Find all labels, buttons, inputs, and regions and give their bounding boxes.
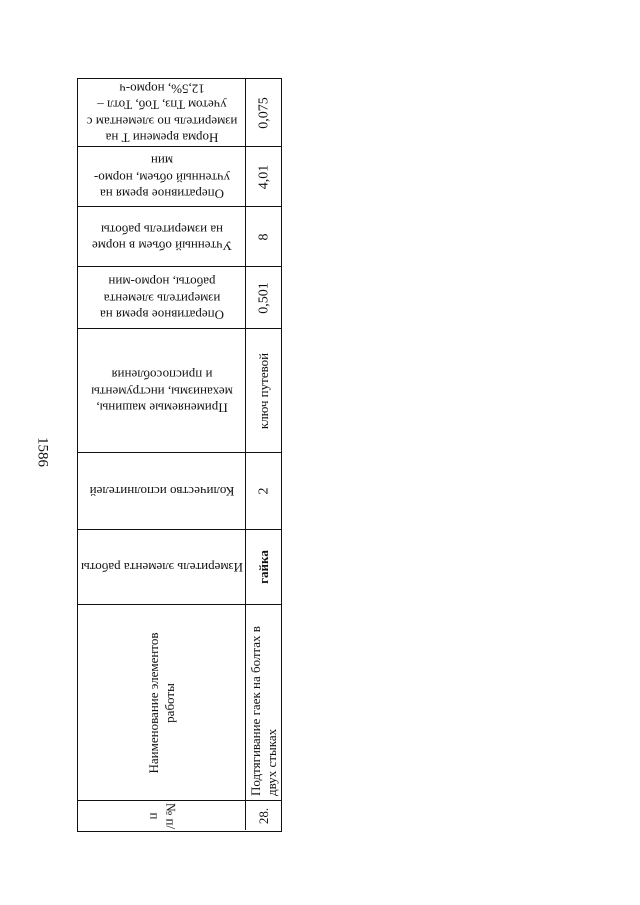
value-label: 4,01 (255, 164, 271, 189)
table-column (78, 146, 281, 206)
header-cell (78, 147, 246, 206)
header-cell (78, 267, 246, 328)
value-label: 0,075 (255, 96, 271, 129)
header-cell (78, 801, 246, 830)
header-label: Оперативное время на измеритель элемента работы, нормо-мин (99, 274, 224, 322)
value-label: ключ путевой (255, 352, 271, 429)
value-label: Подтягивание гаек на болтах в двух стыках (247, 625, 279, 796)
table-column (78, 79, 281, 146)
value-cell (246, 605, 281, 800)
table-column (78, 266, 281, 328)
table-column (78, 604, 281, 800)
header-label: Норма времени Т на измеритель по элементам с учетом Тпз, Тоб, Тотл – 12,5%, нормо-ч (86, 81, 237, 145)
table-column (78, 800, 281, 830)
header-cell (78, 530, 246, 604)
value-label: 2 (255, 487, 271, 495)
header-label: Оперативное время на учтенный объем, нормо-мин (93, 153, 230, 201)
value-cell (246, 207, 281, 266)
table-column (78, 529, 281, 604)
page-number: 1586 (34, 437, 51, 467)
value-label: гайка (255, 550, 271, 584)
header-cell (78, 453, 246, 529)
value-cell (246, 79, 281, 146)
header-label: № п/п (146, 802, 178, 829)
norms-table (77, 78, 282, 832)
header-label: Учтенный объем в норме на измеритель работы (91, 221, 232, 253)
header-cell (78, 329, 246, 452)
value-label: 8 (255, 233, 271, 240)
value-cell (246, 530, 281, 604)
header-label: Применяемые машины, механизмы, инструменты и приспособления (90, 367, 233, 415)
header-label: Измеритель элемента работы (80, 560, 243, 576)
value-label: 0,501 (255, 281, 271, 314)
header-cell (78, 207, 246, 266)
table-column (78, 328, 281, 452)
value-cell (246, 147, 281, 206)
header-cell (78, 605, 246, 800)
value-cell (246, 267, 281, 328)
value-cell (246, 329, 281, 452)
value-cell (246, 801, 281, 830)
header-cell (78, 79, 246, 146)
header-label: Количество исполнителей (89, 484, 234, 500)
table-column (78, 452, 281, 529)
table-column (78, 206, 281, 266)
header-label: Наименование элементов работы (145, 632, 177, 773)
value-cell (246, 453, 281, 529)
value-label: 28. (255, 807, 271, 824)
